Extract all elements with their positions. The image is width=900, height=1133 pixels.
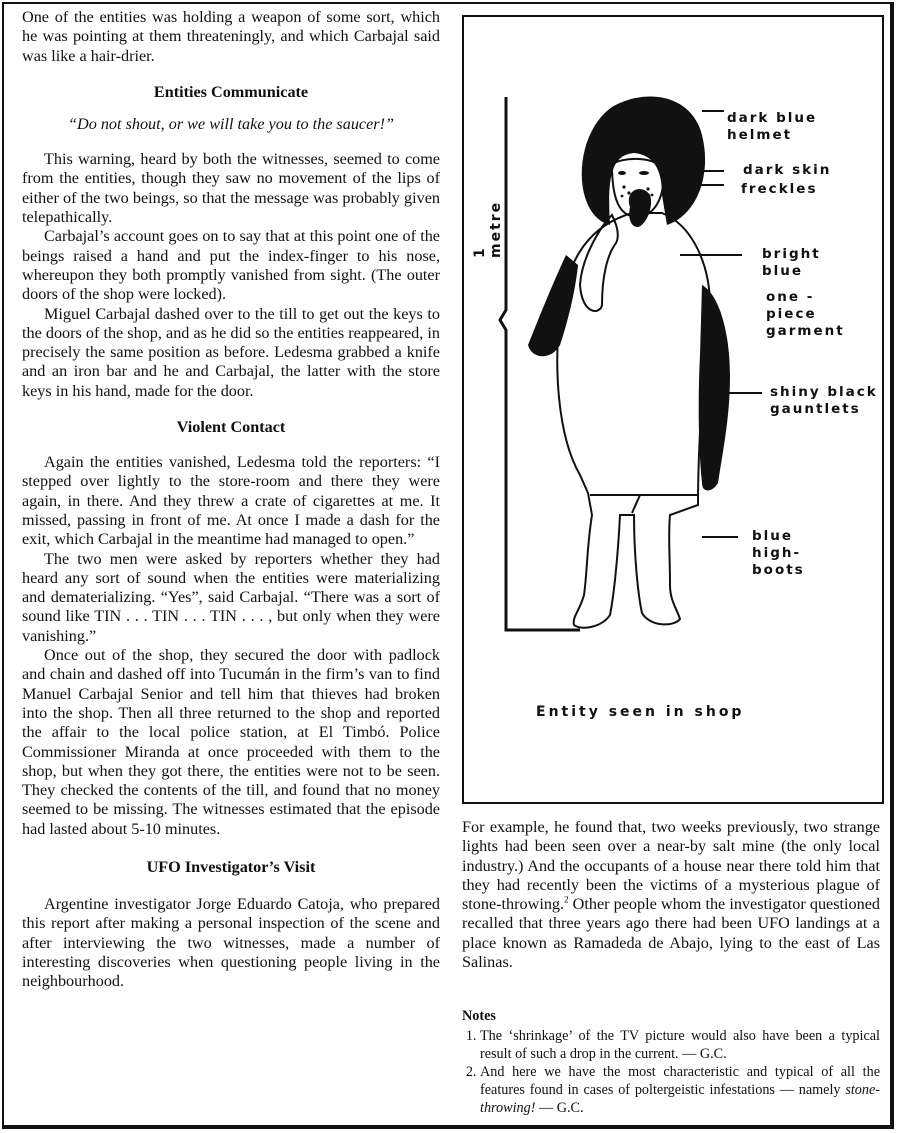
paragraph: This warning, heard by both the witnesses, seemed to come from the entities, though they saw no movement of the lips of either of the two beings, so that the message was probably given telepathically. [22,150,440,227]
label-garment: one - piece garment [766,289,845,339]
scale-label: 1 metre [472,200,504,258]
paragraph: One of the entities was holding a weapon of some sort, which he was pointing at them threateningly, and which Carbajal said was like a hair-drier. [22,8,440,65]
label-helmet: dark blue helmet [727,110,818,143]
label-freckles: freckles [741,181,818,197]
note-text: — G.C. [535,1100,584,1116]
label-boots: blue high- boots [752,528,805,578]
paragraph: Miguel Carbajal dashed over to the till to get out the keys to the doors of the shop, and as he did so the entities reappeared, in precisely the same position as before. Ledesma grabbed a knife and an iron bar and he and Carbajal, the latter with the store keys in his hand, made for the door. [22,304,440,400]
note-emphasis: stone-throwing! [480,1082,880,1116]
paragraph [462,818,880,972]
quote: “Do not shout, or we will take you to the saucer!” [68,114,394,133]
left-gauntlet [528,255,578,356]
notes-title: Notes [462,1008,496,1024]
paragraph-text: For example, he found that, two weeks previously, two strange lights had been seen over a near-by salt mine (the only local industry.) And the occupants of a house near there told him that they had recently been the victims of a mysterious plague of stone-throwing. [462,818,880,914]
raised-gauntlet [629,189,651,227]
note-item [480,1063,880,1117]
label-dark-skin: dark skin [743,162,832,178]
footnote-ref: 2 [564,894,569,905]
paragraph: Carbajal’s account goes on to say that at this point one of the beings raised a hand and put the index-finger to his nose, whereupon they both promptly vanished from sight. (The outer doors of the shop were locked). [22,227,440,304]
label-bright-blue: bright blue [762,246,821,279]
figure-caption: Entity seen in shop [536,704,745,720]
note-text: And here we have the most characteristic and typical of all the features found in cases of poltergeistic infestations — namely [480,1064,880,1098]
note-item: 1. The ‘shrinkage’ of the TV picture would also have been a typical result of such a drop in the current. — G.C. [480,1027,880,1063]
scale-bracket [500,97,580,630]
paragraph: Once out of the shop, they secured the door with padlock and chain and dashed off into Tucumán in the firm’s van to find Manuel Carbajal Senior and tell him that thieves had broken into the shop. Then all three returned to the shop and reported the affair to the local police station, at El Timbó. Police Commissioner Miranda at once proceeded with them to the shop, but when they got there, the entities were not to be seen. They checked the contents of the till, and found that no money seemed to be missing. The witnesses estimated that the episode had lasted about 5-10 minutes. [22,646,440,838]
notes-section [462,1007,880,1117]
paragraph: Argentine investigator Jorge Eduardo Catoja, who prepared this report after making a personal inspection of the scene and after interviewing the two witnesses, made a number of interesting discoveries when questioning people living in the neighbourhood. [22,894,440,991]
paragraph: Again the entities vanished, Ledesma told the reporters: “I stepped over lightly to the store-room and there they were again, in there. And they threw a crate of cigarettes at me. It missed, passing in front of me. At once I made a dash for the exit, which Carbajal in the meantime had managed to open.” [22,453,440,549]
section-heading: UFO Investigator’s Visit [146,857,316,876]
leg-divider [632,495,640,513]
right-column [462,818,880,972]
left-column [22,8,440,991]
section-heading: Entities Communicate [153,82,309,101]
paragraph: The two men were asked by reporters whether they had heard any sort of sound when the entities were materializing and dematerializing. “Yes”, said Carbajal. “There was a sort of sound like TIN . . . TIN . . . TIN . . . , but only when they were vanishing.” [22,549,440,645]
section-heading: Violent Contact [176,418,286,437]
paragraph-text: Other people whom the investigator questioned recalled that three years ago there had been UFO landings at a place known as Ramadeda de Abajo, lying to the east of Las Salinas. [462,895,880,972]
right-gauntlet [699,285,730,491]
label-gauntlets: shiny black gauntlets [770,384,878,417]
